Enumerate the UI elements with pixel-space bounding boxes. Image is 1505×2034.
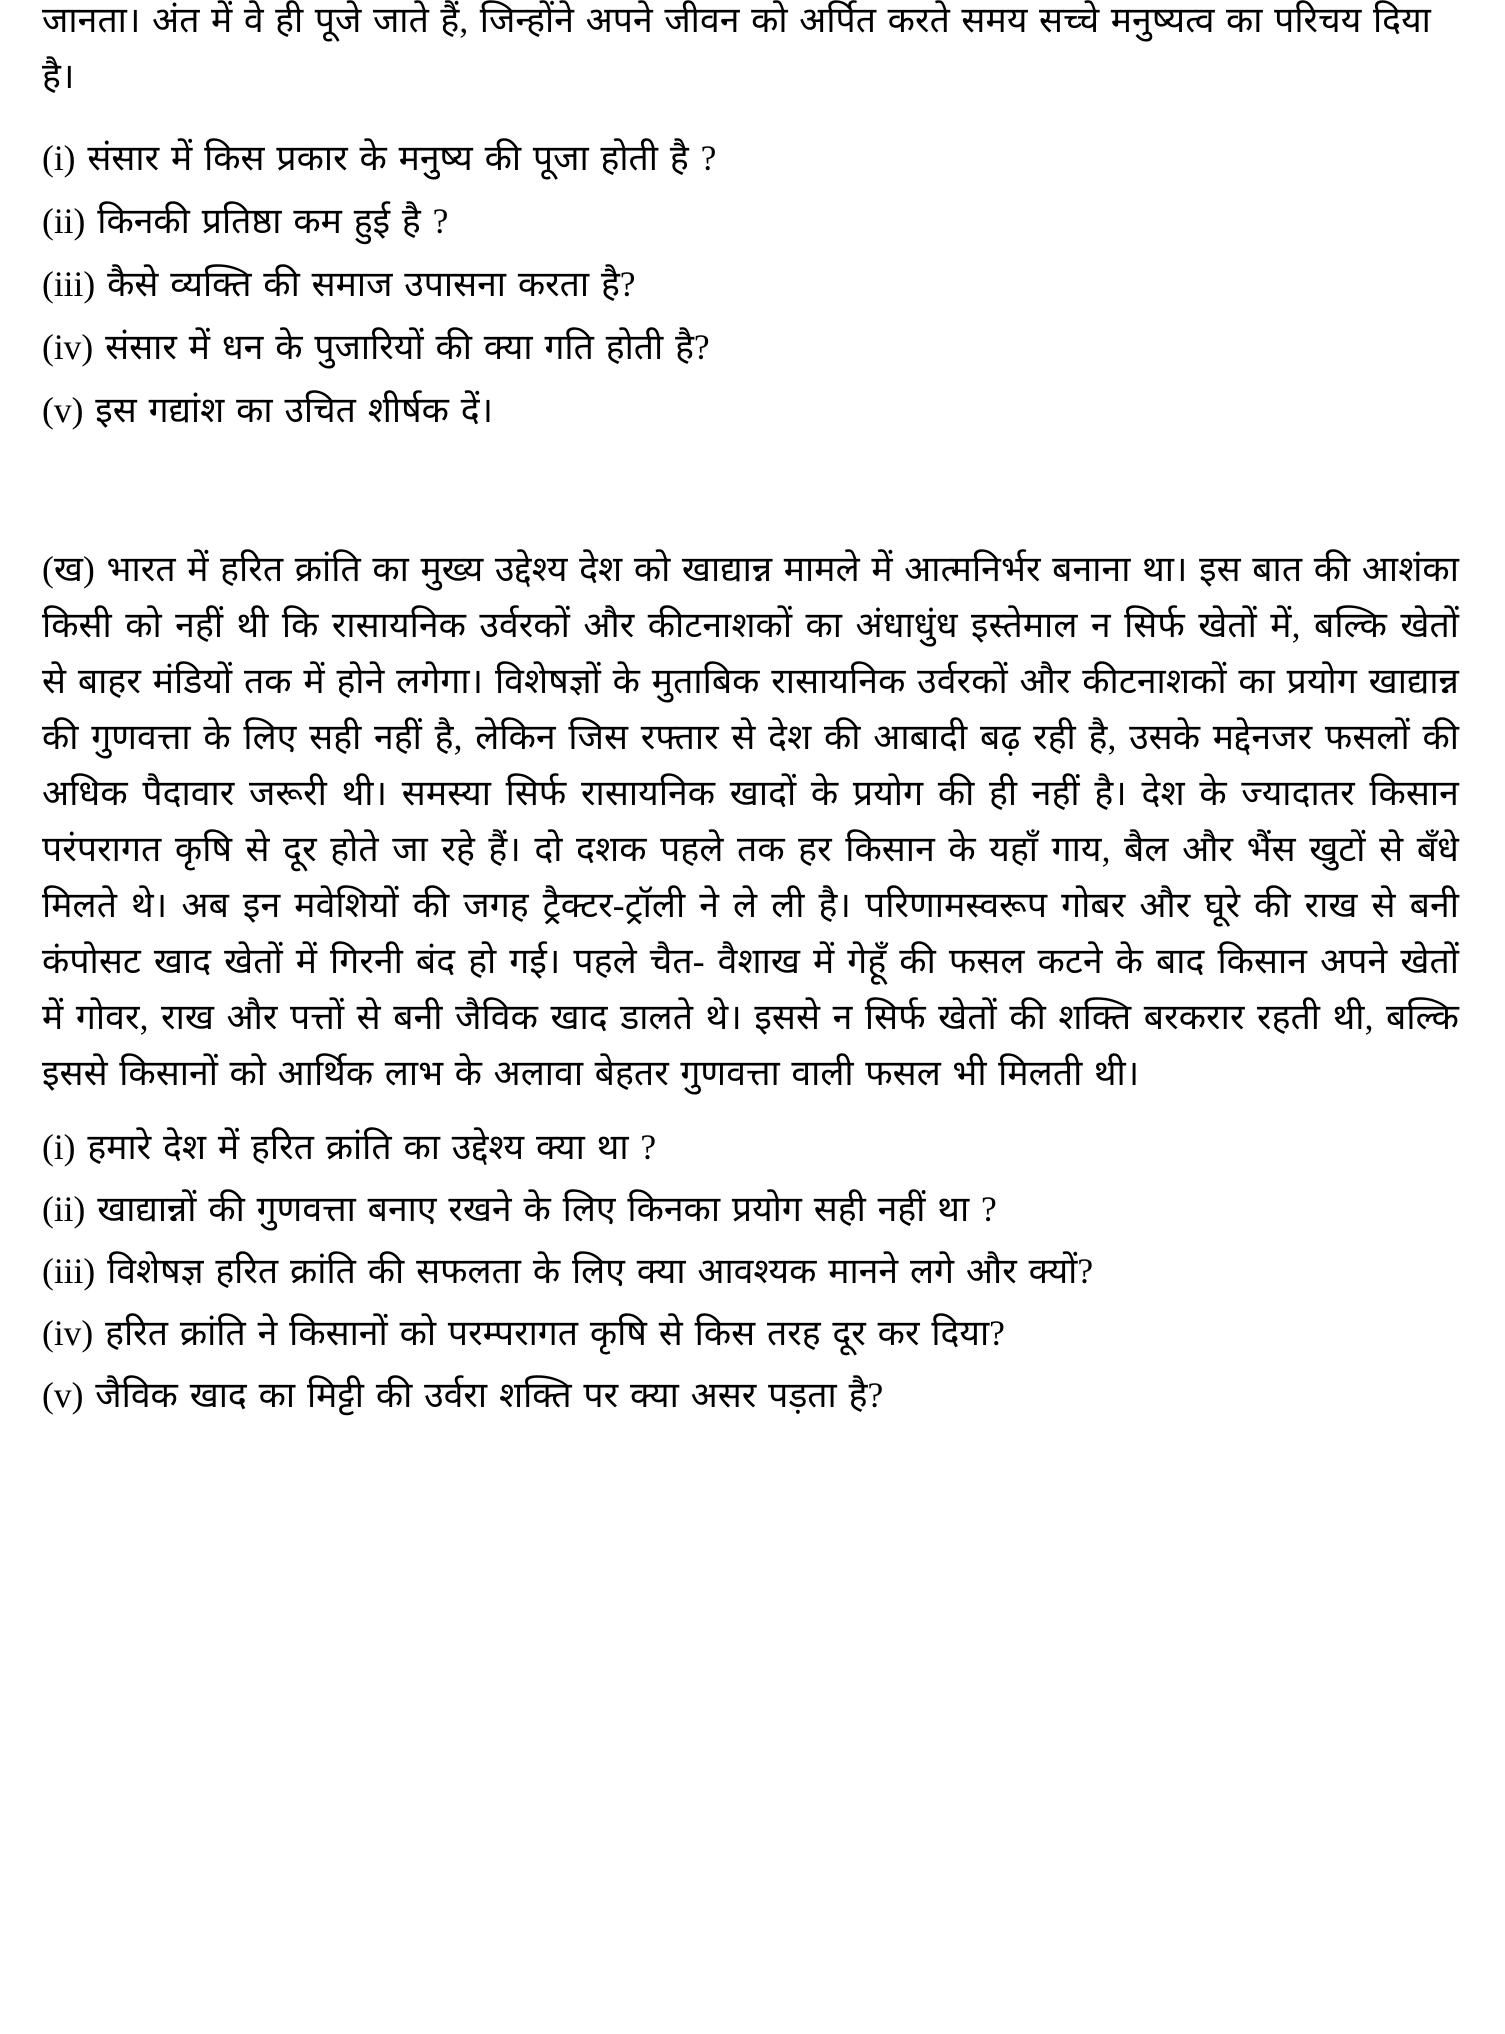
question-item [42, 1181, 1459, 1237]
question-text: संसार में किस प्रकार के मनुष्य की पूजा होती है ? [87, 138, 717, 178]
question-marker: (v) [42, 390, 84, 430]
question-item [42, 1367, 1459, 1423]
question-marker: (v) [42, 1375, 84, 1415]
passage-kha-paragraph [42, 541, 1459, 1101]
question-text: हरित क्रांति ने किसानों को परम्परागत कृषि से किस तरह दूर कर दिया? [105, 1313, 1005, 1353]
question-text: खाद्यान्नों की गुणवत्ता बनाए रखने के लिए किनका प्रयोग सही नहीं था ? [97, 1189, 997, 1229]
question-marker: (iii) [42, 1251, 96, 1291]
question-text: कैसे व्यक्ति की समाज उपासना करता है? [107, 264, 636, 304]
question-list-two [42, 1119, 1459, 1423]
question-item [42, 1305, 1459, 1361]
question-text: जैविक खाद का मिट्टी की उर्वरा शक्ति पर क्या असर पड़ता है? [95, 1375, 884, 1415]
question-text: विशेषज्ञ हरित क्रांति की सफलता के लिए क्या आवश्यक मानने लगे और क्यों? [107, 1251, 1094, 1291]
question-marker: (i) [42, 1127, 76, 1167]
question-item [42, 256, 1459, 312]
question-text: इस गद्यांश का उचित शीर्षक दें। [95, 390, 494, 430]
question-marker: (iii) [42, 264, 96, 304]
section-separator [42, 445, 1459, 541]
question-item [42, 1243, 1459, 1299]
question-text: हमारे देश में हरित क्रांति का उद्देश्य क्या था ? [87, 1127, 657, 1167]
question-text: किनकी प्रतिष्ठा कम हुई है ? [97, 201, 449, 241]
passage-kha-marker: (ख) [42, 549, 95, 589]
question-marker: (i) [42, 138, 76, 178]
question-item [42, 1119, 1459, 1175]
question-item [42, 193, 1459, 249]
question-item [42, 130, 1459, 186]
question-marker: (iv) [42, 1313, 94, 1353]
question-item [42, 319, 1459, 375]
question-marker: (ii) [42, 1189, 86, 1229]
continued-passage-text: जानता। अंत में वे ही पूजे जाते हैं, जिन्होंने अपने जीवन को अर्पित करते समय सच्चे मनुष्यत्व का परिचय दिया है। [42, 0, 1431, 96]
question-item [42, 382, 1459, 438]
passage-kha-text: भारत में हरित क्रांति का मुख्य उद्देश्य देश को खाद्यान्न मामले में आत्मनिर्भर बनाना था। इस बात की आशंका किसी को नहीं थी कि रासायनिक उर्वरकों और कीटनाशकों का अंधाधुंध इस्तेमाल न सिर्फ खेतों में, बल्कि खेतों से बाहर मंडियों तक में होने लगेगा। विशेषज्ञों के मुताबिक रासायनिक उर्वरकों और कीटनाशकों का प्रयोग खाद्यान्न की गुणवत्ता के लिए सही नहीं है, लेकिन जिस रफ्तार से देश की आबादी बढ़ रही है, उसके मद्देनजर फसलों की अधिक पैदावार जरूरी थी। समस्या सिर्फ रासायनिक खादों के प्रयोग की ही नहीं है। देश के ज्यादातर किसान परंपरागत कृषि से दूर होते जा रहे हैं। दो दशक पहले तक हर किसान के यहाँ गाय, बैल और भैंस खुटों से बँधे मिलते थे। अब इन मवेशियों की जगह ट्रैक्टर-ट्रॉली ने ले ली है। परिणामस्वरूप गोबर और घूरे की राख से बनी कंपोसट खाद खेतों में गिरनी बंद हो गई। पहले चैत- वैशाख में गेहूँ की फसल कटने के बाद किसान अपने खेतों में गोवर, राख और पत्तों से बनी जैविक खाद डालते थे। इससे न सिर्फ खेतों की शक्ति बरकरार रहती थी, बल्कि इससे किसानों को आर्थिक लाभ के अलावा बेहतर गुणवत्ता वाली फसल भी मिलती थी। [42, 549, 1460, 1093]
question-marker: (ii) [42, 201, 86, 241]
question-list-one [42, 130, 1459, 438]
continued-passage-block [42, 0, 1459, 104]
question-text: संसार में धन के पुजारियों की क्या गति होती है? [105, 327, 710, 367]
question-marker: (iv) [42, 327, 94, 367]
passage-kha-block [42, 541, 1459, 1101]
